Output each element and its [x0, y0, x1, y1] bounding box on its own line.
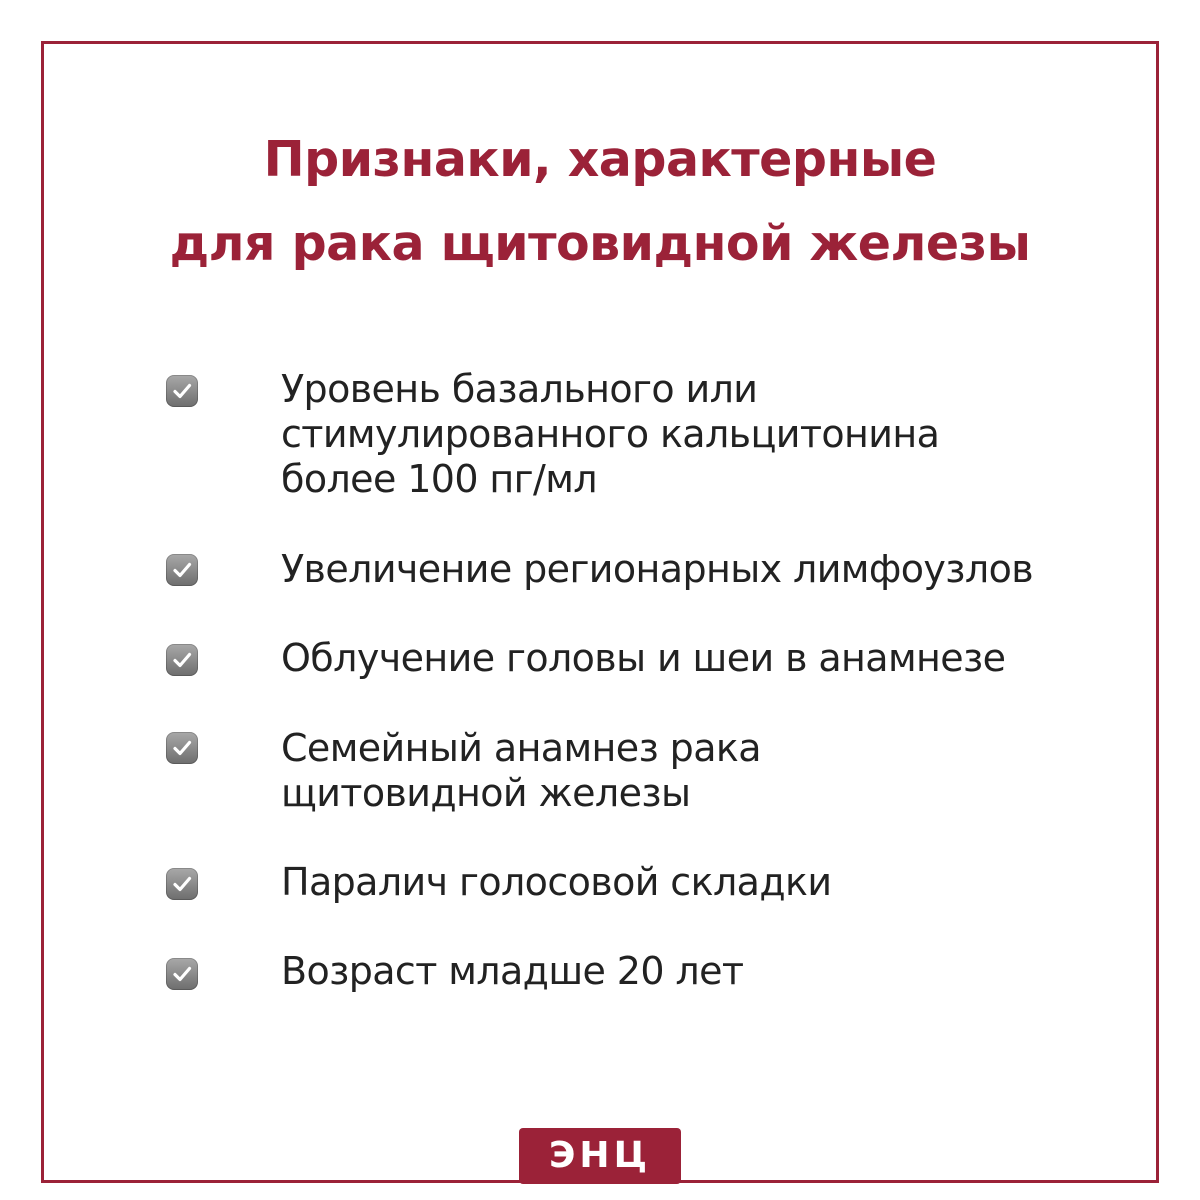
list-item-text: [281, 860, 1121, 905]
list-item-text: [281, 726, 1121, 816]
list-item-line: Возраст младше 20 лет: [281, 949, 744, 993]
list-item-text: [281, 636, 1121, 681]
list-item-text: [281, 949, 1121, 994]
list-item-text: [281, 547, 1121, 592]
checkbox-checked-icon: [166, 375, 198, 407]
checkbox-checked-icon: [166, 958, 198, 990]
list-item-line: Паралич голосовой складки: [281, 860, 832, 904]
checkbox-checked-icon: [166, 732, 198, 764]
list-item-line: Семейный анамнез рака: [281, 726, 761, 770]
enc-logo: ЭНЦ: [519, 1128, 681, 1184]
page-title-line-1: Признаки, характерные: [263, 131, 937, 188]
list-item-line: более 100 пг/мл: [281, 457, 597, 501]
list-item-line: стимулированного кальцитонина: [281, 412, 940, 456]
checkbox-checked-icon: [166, 644, 198, 676]
checkbox-checked-icon: [166, 868, 198, 900]
list-item-line: щитовидной железы: [281, 771, 691, 815]
list-item-line: Облучение головы и шеи в анамнезе: [281, 636, 1006, 680]
page-title-line-2: для рака щитовидной железы: [169, 215, 1031, 272]
list-item-line: Уровень базального или: [281, 367, 758, 411]
checkbox-checked-icon: [166, 554, 198, 586]
list-item-line: Увеличение регионарных лимфоузлов: [281, 547, 1034, 591]
list-item-text: [281, 367, 1121, 502]
